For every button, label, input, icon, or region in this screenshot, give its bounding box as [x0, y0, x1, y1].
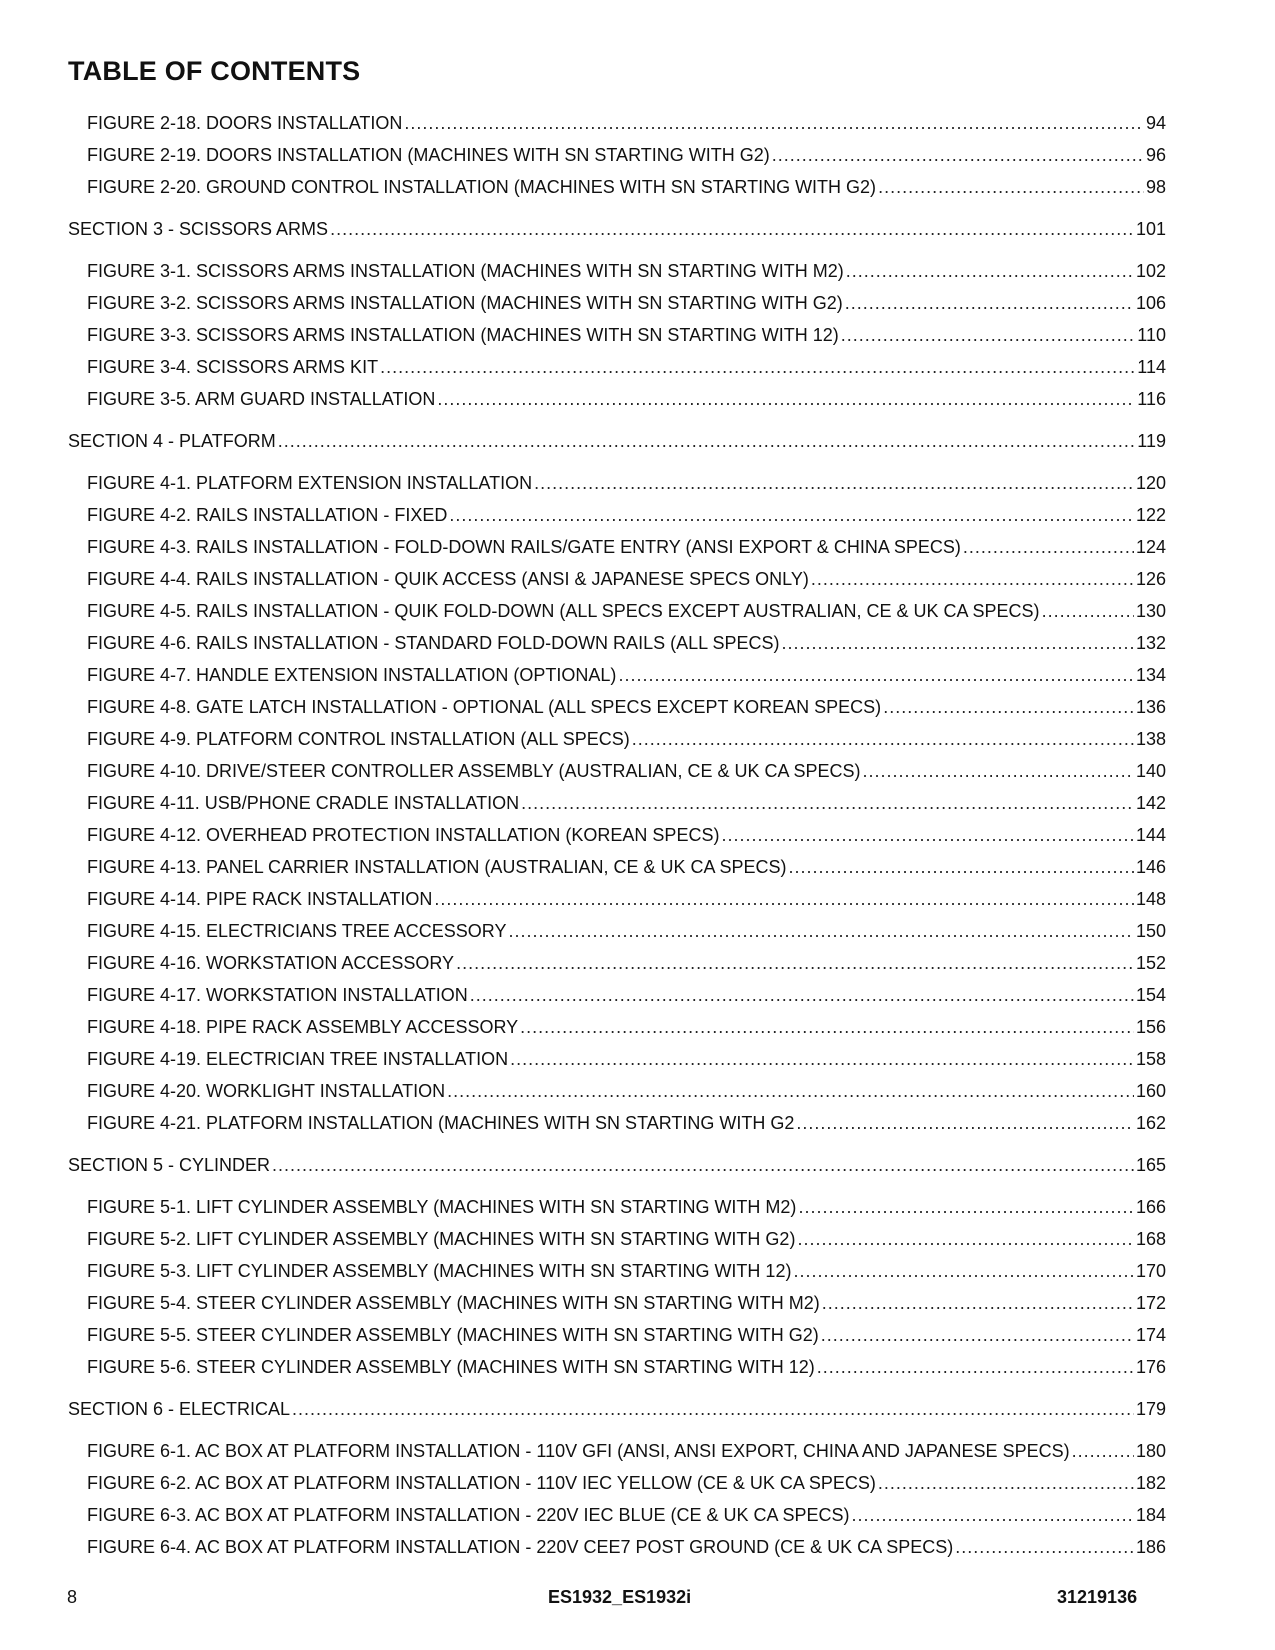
toc-dot-leader	[798, 1191, 1134, 1223]
toc-entry-page-number: 101	[1135, 219, 1166, 239]
toc-dot-leader	[618, 659, 1134, 691]
toc-dot-leader	[852, 1499, 1134, 1531]
toc-figure-entry[interactable]	[68, 1287, 1166, 1319]
toc-dot-leader	[456, 947, 1134, 979]
toc-entry-page-number: 156	[1135, 1017, 1166, 1037]
toc-dot-leader	[380, 351, 1135, 383]
toc-entry-page-number: 98	[1145, 177, 1166, 197]
toc-entry-page-number: 114	[1137, 357, 1166, 377]
toc-entry-label: SECTION 5 - CYLINDER	[68, 1155, 271, 1175]
toc-dot-leader	[521, 787, 1134, 819]
toc-entry-page-number: 116	[1137, 389, 1166, 409]
toc-entry-page-number: 126	[1135, 569, 1166, 589]
toc-figure-entry[interactable]	[68, 1107, 1166, 1139]
toc-figure-entry[interactable]	[68, 1075, 1166, 1107]
footer-page-number: 8	[67, 1587, 78, 1607]
toc-entry-page-number: 174	[1135, 1325, 1166, 1345]
toc-entry-page-number: 180	[1135, 1441, 1166, 1461]
toc-dot-leader	[772, 139, 1144, 171]
toc-figure-entry[interactable]	[68, 499, 1166, 531]
toc-dot-leader	[510, 1043, 1134, 1075]
toc-entry-label: FIGURE 4-16. WORKSTATION ACCESSORY	[87, 953, 455, 973]
toc-dot-leader	[821, 1319, 1134, 1351]
toc-entry-label: FIGURE 4-17. WORKSTATION INSTALLATION	[87, 985, 468, 1005]
toc-entry-page-number: 132	[1135, 633, 1166, 653]
footer-document-number: 31219136	[1057, 1587, 1138, 1607]
toc-dot-leader	[796, 1107, 1134, 1139]
toc-dot-leader	[781, 627, 1133, 659]
toc-figure-entry[interactable]	[68, 1435, 1166, 1467]
toc-entry-label: FIGURE 4-9. PLATFORM CONTROL INSTALLATION (ALL SPECS)	[87, 729, 630, 749]
toc-entry-label: FIGURE 4-19. ELECTRICIAN TREE INSTALLATION	[87, 1049, 509, 1069]
toc-entry-page-number: 179	[1135, 1399, 1166, 1419]
toc-dot-leader	[1042, 595, 1134, 627]
toc-figure-entry[interactable]	[68, 255, 1166, 287]
toc-figure-entry[interactable]	[68, 319, 1166, 351]
toc-entry-page-number: 158	[1135, 1049, 1166, 1069]
toc-figure-entry[interactable]	[68, 531, 1166, 563]
toc-entry-label: FIGURE 3-2. SCISSORS ARMS INSTALLATION (MACHINES WITH SN STARTING WITH G2)	[87, 293, 843, 313]
toc-dot-leader	[789, 851, 1134, 883]
toc-dot-leader	[845, 287, 1134, 319]
toc-dot-leader	[883, 691, 1134, 723]
toc-entry-page-number: 184	[1135, 1505, 1166, 1525]
toc-dot-leader	[437, 383, 1135, 415]
toc-section-entry[interactable]	[68, 1149, 1166, 1181]
toc-dot-leader	[846, 255, 1134, 287]
toc-figure-entry[interactable]	[68, 1191, 1166, 1223]
toc-entry-label: FIGURE 3-1. SCISSORS ARMS INSTALLATION (MACHINES WITH SN STARTING WITH M2)	[87, 261, 844, 281]
toc-entry-label: FIGURE 5-4. STEER CYLINDER ASSEMBLY (MACHINES WITH SN STARTING WITH M2)	[87, 1293, 820, 1313]
toc-entry-label: FIGURE 4-13. PANEL CARRIER INSTALLATION (AUSTRALIAN, CE & UK CA SPECS)	[87, 857, 787, 877]
toc-figure-entry[interactable]	[68, 171, 1166, 203]
toc-entry-label: FIGURE 4-21. PLATFORM INSTALLATION (MACHINES WITH SN STARTING WITH G2	[87, 1113, 795, 1133]
toc-figure-entry[interactable]	[68, 139, 1166, 171]
toc-entry-page-number: 168	[1135, 1229, 1166, 1249]
toc-entry-page-number: 160	[1135, 1081, 1166, 1101]
toc-dot-leader	[330, 213, 1134, 245]
toc-dot-leader	[470, 979, 1134, 1011]
toc-dot-leader	[817, 1351, 1134, 1383]
toc-dot-leader	[797, 1223, 1134, 1255]
toc-figure-entry[interactable]	[68, 1319, 1166, 1351]
toc-figure-entry[interactable]	[68, 1255, 1166, 1287]
toc-entry-page-number: 154	[1135, 985, 1166, 1005]
toc-figure-entry[interactable]	[68, 1223, 1166, 1255]
toc-entry-page-number: 110	[1137, 325, 1166, 345]
toc-figure-entry[interactable]	[68, 1499, 1166, 1531]
toc-entry-label: FIGURE 2-19. DOORS INSTALLATION (MACHINES WITH SN STARTING WITH G2)	[87, 145, 770, 165]
toc-section-entry[interactable]	[68, 425, 1166, 457]
toc-figure-entry[interactable]	[68, 351, 1166, 383]
toc-entry-label: SECTION 6 - ELECTRICAL	[68, 1399, 291, 1419]
toc-entry-page-number: 106	[1135, 293, 1166, 313]
toc-entry-page-number: 172	[1135, 1293, 1166, 1313]
toc-entry-page-number: 148	[1135, 889, 1166, 909]
toc-entry-page-number: 122	[1135, 505, 1166, 525]
toc-figure-entry[interactable]	[68, 979, 1166, 1011]
toc-entry-label: FIGURE 4-1. PLATFORM EXTENSION INSTALLATION	[87, 473, 533, 493]
toc-dot-leader	[793, 1255, 1134, 1287]
page-title: TABLE OF CONTENTS	[68, 56, 361, 86]
toc-entry-label: FIGURE 4-5. RAILS INSTALLATION - QUIK FOLD-DOWN (ALL SPECS EXCEPT AUSTRALIAN, CE & UK CA SPECS)	[87, 601, 1040, 621]
toc-entry-page-number: 96	[1145, 145, 1166, 165]
toc-entry-label: FIGURE 4-7. HANDLE EXTENSION INSTALLATION (OPTIONAL)	[87, 665, 617, 685]
toc-figure-entry[interactable]	[68, 723, 1166, 755]
toc-entry-label: FIGURE 4-6. RAILS INSTALLATION - STANDARD FOLD-DOWN RAILS (ALL SPECS)	[87, 633, 780, 653]
toc-dot-leader	[863, 755, 1134, 787]
toc-dot-leader	[434, 883, 1134, 915]
toc-entry-label: SECTION 3 - SCISSORS ARMS	[68, 219, 329, 239]
toc-figure-entry[interactable]	[68, 819, 1166, 851]
toc-figure-entry[interactable]	[68, 467, 1166, 499]
toc-dot-leader	[272, 1149, 1134, 1181]
toc-list	[68, 107, 1166, 1563]
toc-dot-leader	[955, 1531, 1134, 1563]
toc-dot-leader	[292, 1393, 1134, 1425]
toc-entry-page-number: 152	[1135, 953, 1166, 973]
toc-entry-page-number: 142	[1135, 793, 1166, 813]
toc-entry-label: FIGURE 4-3. RAILS INSTALLATION - FOLD-DOWN RAILS/GATE ENTRY (ANSI EXPORT & CHINA SPECS)	[87, 537, 961, 557]
toc-entry-page-number: 186	[1135, 1537, 1166, 1557]
toc-figure-entry[interactable]	[68, 383, 1166, 415]
toc-figure-entry[interactable]	[68, 755, 1166, 787]
toc-section-entry[interactable]	[68, 1393, 1166, 1425]
toc-entry-page-number: 94	[1145, 113, 1166, 133]
toc-dot-leader	[963, 531, 1134, 563]
toc-figure-entry[interactable]	[68, 107, 1166, 139]
toc-dot-leader	[822, 1287, 1134, 1319]
toc-dot-leader	[447, 1075, 1134, 1107]
toc-figure-entry[interactable]	[68, 287, 1166, 319]
toc-entry-label: FIGURE 4-14. PIPE RACK INSTALLATION	[87, 889, 433, 909]
toc-dot-leader	[878, 171, 1144, 203]
toc-entry-page-number: 134	[1135, 665, 1166, 685]
toc-entry-label: FIGURE 4-8. GATE LATCH INSTALLATION - OPTIONAL (ALL SPECS EXCEPT KOREAN SPECS)	[87, 697, 882, 717]
toc-entry-page-number: 130	[1135, 601, 1166, 621]
toc-dot-leader	[841, 319, 1136, 351]
toc-dot-leader	[520, 1011, 1134, 1043]
toc-entry-page-number: 144	[1135, 825, 1166, 845]
toc-entry-label: FIGURE 6-1. AC BOX AT PLATFORM INSTALLATION - 110V GFI (ANSI, ANSI EXPORT, CHINA AND JAPANESE SPECS)	[87, 1441, 1070, 1461]
toc-section-entry[interactable]	[68, 213, 1166, 245]
toc-entry-label: FIGURE 3-3. SCISSORS ARMS INSTALLATION (MACHINES WITH SN STARTING WITH 12)	[87, 325, 839, 345]
toc-entry-page-number: 146	[1135, 857, 1166, 877]
toc-entry-page-number: 162	[1135, 1113, 1166, 1133]
toc-figure-entry[interactable]	[68, 1467, 1166, 1499]
toc-entry-label: FIGURE 3-4. SCISSORS ARMS KIT	[87, 357, 379, 377]
toc-dot-leader	[534, 467, 1134, 499]
toc-entry-label: FIGURE 4-18. PIPE RACK ASSEMBLY ACCESSORY	[87, 1017, 519, 1037]
toc-entry-label: FIGURE 5-5. STEER CYLINDER ASSEMBLY (MACHINES WITH SN STARTING WITH G2)	[87, 1325, 819, 1345]
toc-entry-label: FIGURE 4-11. USB/PHONE CRADLE INSTALLATION	[87, 793, 520, 813]
toc-dot-leader	[632, 723, 1134, 755]
toc-entry-page-number: 165	[1135, 1155, 1166, 1175]
toc-figure-entry[interactable]	[68, 947, 1166, 979]
toc-figure-entry[interactable]	[68, 691, 1166, 723]
toc-entry-page-number: 102	[1135, 261, 1166, 281]
toc-entry-label: FIGURE 4-15. ELECTRICIANS TREE ACCESSORY	[87, 921, 507, 941]
toc-entry-label: FIGURE 5-6. STEER CYLINDER ASSEMBLY (MACHINES WITH SN STARTING WITH 12)	[87, 1357, 815, 1377]
toc-entry-page-number: 176	[1135, 1357, 1166, 1377]
toc-entry-page-number: 140	[1135, 761, 1166, 781]
toc-figure-entry[interactable]	[68, 1351, 1166, 1383]
toc-entry-page-number: 124	[1135, 537, 1166, 557]
toc-figure-entry[interactable]	[68, 851, 1166, 883]
toc-figure-entry[interactable]	[68, 1043, 1166, 1075]
toc-entry-page-number: 170	[1135, 1261, 1166, 1281]
toc-entry-label: FIGURE 6-2. AC BOX AT PLATFORM INSTALLATION - 110V IEC YELLOW (CE & UK CA SPECS)	[87, 1473, 876, 1493]
toc-dot-leader	[721, 819, 1134, 851]
toc-entry-page-number: 136	[1135, 697, 1166, 717]
toc-entry-page-number: 120	[1135, 473, 1166, 493]
toc-entry-page-number: 138	[1135, 729, 1166, 749]
toc-figure-entry[interactable]	[68, 659, 1166, 691]
toc-entry-page-number: 166	[1135, 1197, 1166, 1217]
toc-dot-leader	[508, 915, 1134, 947]
toc-entry-label: FIGURE 2-18. DOORS INSTALLATION	[87, 113, 403, 133]
toc-entry-label: FIGURE 4-20. WORKLIGHT INSTALLATION	[87, 1081, 446, 1101]
toc-entry-label: FIGURE 4-2. RAILS INSTALLATION - FIXED	[87, 505, 448, 525]
toc-entry-label: FIGURE 5-3. LIFT CYLINDER ASSEMBLY (MACHINES WITH SN STARTING WITH 12)	[87, 1261, 792, 1281]
toc-entry-page-number: 150	[1135, 921, 1166, 941]
toc-entry-label: FIGURE 4-4. RAILS INSTALLATION - QUIK ACCESS (ANSI & JAPANESE SPECS ONLY)	[87, 569, 809, 589]
toc-dot-leader	[811, 563, 1134, 595]
toc-dot-leader	[278, 425, 1136, 457]
toc-entry-page-number: 182	[1135, 1473, 1166, 1493]
toc-figure-entry[interactable]	[68, 915, 1166, 947]
toc-entry-label: FIGURE 6-3. AC BOX AT PLATFORM INSTALLATION - 220V IEC BLUE (CE & UK CA SPECS)	[87, 1505, 850, 1525]
toc-entry-label: FIGURE 5-2. LIFT CYLINDER ASSEMBLY (MACHINES WITH SN STARTING WITH G2)	[87, 1229, 796, 1249]
toc-entry-label: FIGURE 6-4. AC BOX AT PLATFORM INSTALLATION - 220V CEE7 POST GROUND (CE & UK CA SPECS)	[87, 1537, 954, 1557]
toc-figure-entry[interactable]	[68, 627, 1166, 659]
toc-figure-entry[interactable]	[68, 883, 1166, 915]
toc-figure-entry[interactable]	[68, 595, 1166, 627]
toc-entry-label: FIGURE 4-12. OVERHEAD PROTECTION INSTALLATION (KOREAN SPECS)	[87, 825, 720, 845]
toc-entry-label: FIGURE 2-20. GROUND CONTROL INSTALLATION (MACHINES WITH SN STARTING WITH G2)	[87, 177, 877, 197]
toc-entry-label: FIGURE 3-5. ARM GUARD INSTALLATION	[87, 389, 436, 409]
toc-dot-leader	[1072, 1435, 1134, 1467]
toc-figure-entry[interactable]	[68, 1531, 1166, 1563]
toc-dot-leader	[449, 499, 1134, 531]
toc-figure-entry[interactable]	[68, 787, 1166, 819]
toc-figure-entry[interactable]	[68, 1011, 1166, 1043]
footer-model-name: ES1932_ES1932i	[548, 1587, 692, 1607]
toc-entry-label: FIGURE 5-1. LIFT CYLINDER ASSEMBLY (MACHINES WITH SN STARTING WITH M2)	[87, 1197, 797, 1217]
toc-figure-entry[interactable]	[68, 563, 1166, 595]
toc-entry-page-number: 119	[1137, 431, 1166, 451]
toc-entry-label: FIGURE 4-10. DRIVE/STEER CONTROLLER ASSEMBLY (AUSTRALIAN, CE & UK CA SPECS)	[87, 761, 861, 781]
toc-entry-label: SECTION 4 - PLATFORM	[68, 431, 276, 451]
toc-dot-leader	[404, 107, 1144, 139]
toc-dot-leader	[878, 1467, 1134, 1499]
